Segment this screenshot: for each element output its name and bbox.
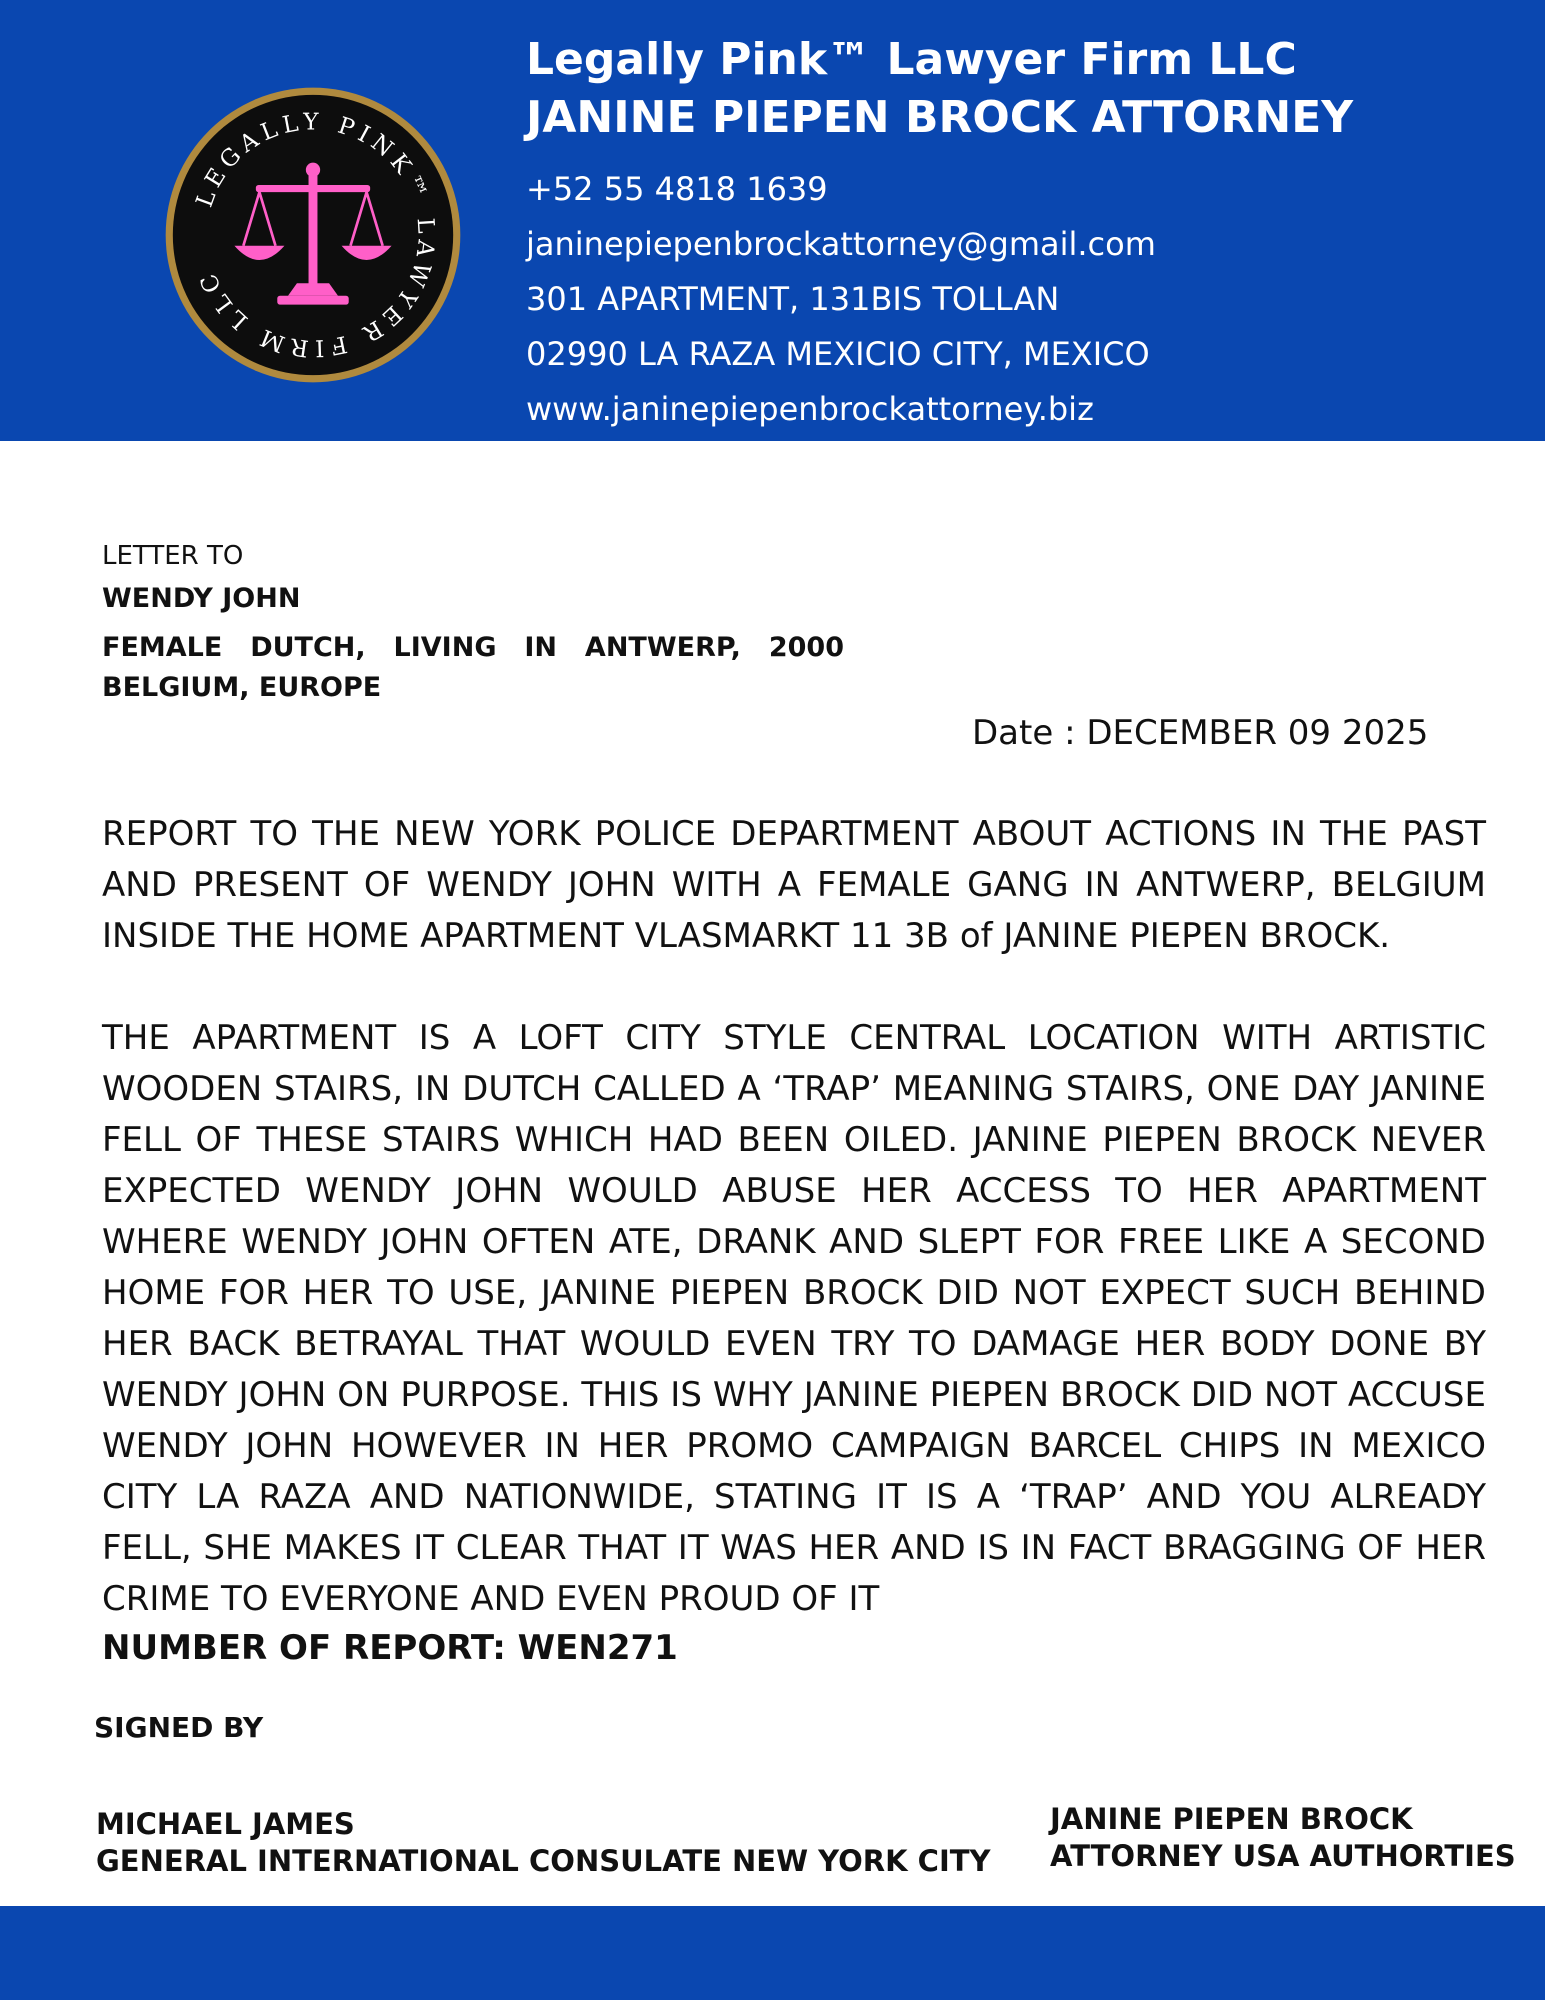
address-line-2: 02990 LA RAZA MEXICIO CITY, MEXICO xyxy=(526,335,1150,373)
signer-right-title: ATTORNEY USA AUTHORTIES xyxy=(1050,1839,1516,1873)
signature-block-left xyxy=(96,1806,991,1880)
attorney-name: JANINE PIEPEN BROCK ATTORNEY xyxy=(526,92,1354,143)
phone-number: +52 55 4818 1639 xyxy=(526,170,828,208)
letterhead-header xyxy=(0,0,1545,441)
letter-to-label: LETTER TO xyxy=(102,541,244,571)
signed-by-label: SIGNED BY xyxy=(94,1711,264,1744)
address-line-1: 301 APARTMENT, 131BIS TOLLAN xyxy=(526,280,1060,318)
recipient-name: WENDY JOHN xyxy=(102,583,301,614)
signer-left-name: MICHAEL JAMES xyxy=(96,1807,355,1841)
signature-block-right xyxy=(1050,1801,1516,1875)
website: www.janinepiepenbrockattorney.biz xyxy=(526,390,1094,428)
email-address: janinepiepenbrockattorney@gmail.com xyxy=(526,225,1156,263)
report-number: NUMBER OF REPORT: WEN271 xyxy=(102,1628,678,1668)
paragraph-report-intro: REPORT TO THE NEW YORK POLICE DEPARTMENT ABOUT ACTIONS IN THE PAST AND PRESENT OF WENDY JOHN WITH A FEMALE GANG IN ANTWERP, BELGIUM INSIDE THE HOME APARTMENT VLASMARKT 11 3B of JANINE PIEPEN BROCK. xyxy=(102,814,1486,956)
signer-right-name: JANINE PIEPEN BROCK xyxy=(1050,1802,1413,1836)
letter-date: Date : DECEMBER 09 2025 xyxy=(972,713,1429,753)
svg-text:LEGALLY PINK™ LAWYER FIRM LLC: LEGALLY PINK™ LAWYER FIRM LLC xyxy=(190,108,440,362)
signer-left-title: GENERAL INTERNATIONAL CONSULATE NEW YORK CITY xyxy=(96,1844,991,1878)
letterhead-footer xyxy=(0,1906,1545,2000)
paragraph-details: THE APARTMENT IS A LOFT CITY STYLE CENTRAL LOCATION WITH ARTISTIC WOODEN STAIRS, IN DUTCH CALLED A ‘TRAP’ MEANING STAIRS, ONE DAY JANINE FELL OF THESE STAIRS WHICH HAD BEEN OILED. JANINE PIEPEN BROCK NEVER EXPECTED WENDY JOHN WOULD ABUSE HER ACCESS TO HER APARTMENT WHERE WENDY JOHN OFTEN ATE, DRANK AND SLEPT FOR FREE LIKE A SECOND HOME FOR HER TO USE, JANINE PIEPEN BROCK DID NOT EXPECT SUCH BEHIND HER BACK BETRAYAL THAT WOULD EVEN TRY TO DAMAGE HER BODY DONE BY WENDY JOHN ON PURPOSE. THIS IS WHY JANINE PIEPEN BROCK DID NOT ACCUSE WENDY JOHN HOWEVER IN HER PROMO CAMPAIGN BARCEL CHIPS IN MEXICO CITY LA RAZA AND NATIONWIDE, STATING IT IS A ‘TRAP’ AND YOU ALREADY FELL, SHE MAKES IT CLEAR THAT IT WAS HER AND IS IN FACT BRAGGING OF HER CRIME TO EVERYONE AND EVEN PROUD OF IT xyxy=(102,1018,1486,1619)
firm-logo xyxy=(145,85,481,385)
recipient-address: FEMALE DUTCH, LIVING IN ANTWERP, 2000 BELGIUM, EUROPE xyxy=(102,632,844,703)
firm-name: Legally Pink™ Lawyer Firm LLC xyxy=(526,34,1297,85)
